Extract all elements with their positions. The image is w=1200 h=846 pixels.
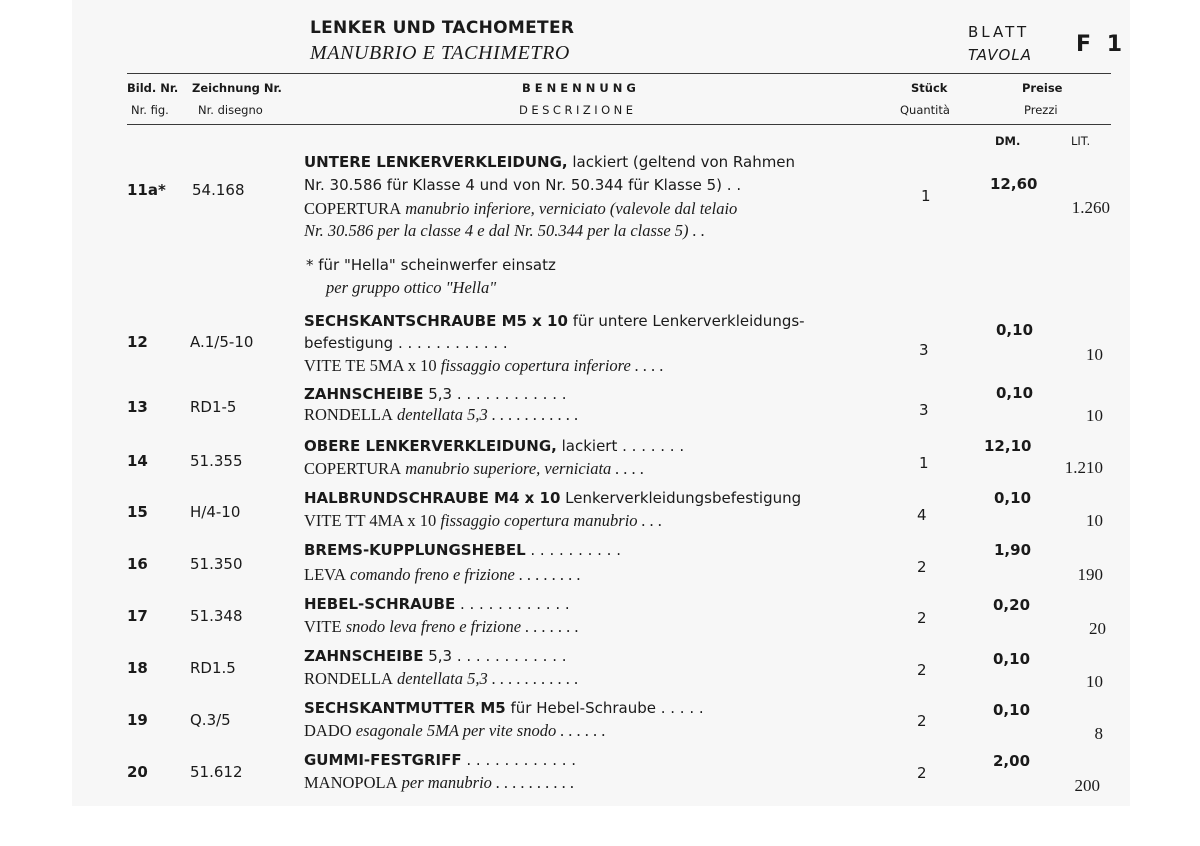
description-it: DADO esagonale 5MA per vite snodo . . . . . . [304, 721, 606, 740]
description-it: MANOPOLA per manubrio . . . . . . . . . . [304, 773, 575, 792]
col-desc-it: DESCRIZIONE [519, 103, 637, 117]
drawing-number: Q.3/5 [190, 711, 231, 729]
quantity: 2 [917, 764, 927, 782]
currency-dm: DM. [995, 134, 1021, 148]
quantity: 1 [921, 187, 931, 205]
drawing-number: 51.612 [190, 763, 243, 781]
description-it-line2: Nr. 30.586 per la classe 4 e dal Nr. 50.344 per la classe 5) . . [304, 221, 706, 240]
col-fig-de: Bild. Nr. [127, 81, 179, 95]
price-lit: 200 [1074, 776, 1100, 795]
description-de: HEBEL-SCHRAUBE . . . . . . . . . . . . [304, 595, 570, 613]
sheet-label-it: TAVOLA [968, 46, 1032, 64]
description-de: UNTERE LENKERVERKLEIDUNG, lackiert (geltend von Rahmen [304, 153, 796, 171]
footnote-de: * für "Hella" scheinwerfer einsatz [306, 256, 556, 274]
page-title-de: LENKER UND TACHOMETER [310, 18, 575, 38]
fig-number: 16 [127, 555, 148, 573]
quantity: 2 [917, 558, 927, 576]
fig-number: 18 [127, 659, 148, 677]
quantity: 2 [917, 609, 927, 627]
fig-number: 17 [127, 607, 148, 625]
description-it: VITE TE 5MA x 10 fissaggio copertura inferiore . . . . [304, 356, 664, 375]
fig-number: 19 [127, 711, 148, 729]
col-desc-de: BENENNUNG [522, 81, 640, 95]
description-de: OBERE LENKERVERKLEIDUNG, lackiert . . . . . . . [304, 437, 685, 455]
description-it: VITE snodo leva freno e frizione . . . . . . . [304, 617, 579, 636]
drawing-number: H/4-10 [190, 503, 241, 521]
description-de: ZAHNSCHEIBE 5,3 . . . . . . . . . . . . [304, 647, 567, 665]
sheet-label-de: BLATT [968, 23, 1030, 41]
price-lit: 1.210 [1064, 458, 1103, 477]
currency-lit: LIT. [1071, 134, 1091, 148]
price-lit: 10 [1086, 672, 1103, 691]
price-lit: 10 [1086, 511, 1103, 530]
price-dm: 2,00 [993, 752, 1031, 770]
fig-number: 12 [127, 333, 148, 351]
drawing-number: 51.350 [190, 555, 243, 573]
col-price-it: Prezzi [1024, 103, 1058, 117]
page-title-it: MANUBRIO E TACHIMETRO [310, 42, 570, 64]
price-lit: 10 [1086, 345, 1103, 364]
quantity: 3 [919, 401, 929, 419]
footnote-it: per gruppo ottico "Hella" [326, 278, 497, 297]
price-dm: 0,10 [994, 489, 1032, 507]
drawing-number: RD1-5 [190, 398, 237, 416]
description-it: COPERTURA manubrio superiore, verniciata . . . . [304, 459, 645, 478]
description-it: RONDELLA dentellata 5,3 . . . . . . . . . . . [304, 405, 579, 424]
price-dm: 0,10 [993, 650, 1031, 668]
price-lit: 20 [1089, 619, 1106, 638]
col-drawing-de: Zeichnung Nr. [192, 81, 282, 95]
quantity: 1 [919, 454, 929, 472]
description-it: RONDELLA dentellata 5,3 . . . . . . . . . . . [304, 669, 579, 688]
quantity: 2 [917, 661, 927, 679]
col-fig-it: Nr. fig. [131, 103, 169, 117]
drawing-number: RD1.5 [190, 659, 236, 677]
description-de: ZAHNSCHEIBE 5,3 . . . . . . . . . . . . [304, 385, 567, 403]
price-dm: 12,60 [990, 175, 1038, 193]
header-rule-bottom [127, 124, 1111, 125]
price-dm: 0,10 [993, 701, 1031, 719]
fig-number: 11a* [127, 181, 166, 199]
price-dm: 0,20 [993, 596, 1031, 614]
price-dm: 0,10 [996, 384, 1034, 402]
fig-number: 20 [127, 763, 148, 781]
price-lit: 190 [1077, 565, 1103, 584]
price-dm: 1,90 [994, 541, 1032, 559]
description-de: BREMS-KUPPLUNGSHEBEL . . . . . . . . . . [304, 541, 621, 559]
price-lit: 8 [1094, 724, 1103, 743]
drawing-number: 51.355 [190, 452, 243, 470]
fig-number: 15 [127, 503, 148, 521]
quantity: 3 [919, 341, 929, 359]
drawing-number: A.1/5-10 [190, 333, 254, 351]
description-de-line2: befestigung . . . . . . . . . . . . [304, 334, 508, 352]
description-de-line2: Nr. 30.586 für Klasse 4 und von Nr. 50.344 für Klasse 5) . . [304, 176, 742, 194]
description-it: VITE TT 4MA x 10 fissaggio copertura manubrio . . . [304, 511, 663, 530]
quantity: 2 [917, 712, 927, 730]
description-de: GUMMI-FESTGRIFF . . . . . . . . . . . . [304, 751, 577, 769]
description-de: SECHSKANTSCHRAUBE M5 x 10 für untere Lenkerverkleidungs- [304, 312, 805, 330]
price-dm: 0,10 [996, 321, 1034, 339]
price-lit: 10 [1086, 406, 1103, 425]
fig-number: 13 [127, 398, 148, 416]
col-qty-it: Quantità [900, 103, 950, 117]
price-dm: 12,10 [984, 437, 1032, 455]
description-de: SECHSKANTMUTTER M5 für Hebel-Schraube . . . . . [304, 699, 704, 717]
fig-number: 14 [127, 452, 148, 470]
price-lit: 1.260 [1071, 198, 1110, 217]
description-de: HALBRUNDSCHRAUBE M4 x 10 Lenkerverkleidungsbefestigung [304, 489, 802, 507]
description-it: LEVA comando freno e frizione . . . . . . . . [304, 565, 581, 584]
col-qty-de: Stück [911, 81, 948, 95]
col-drawing-it: Nr. disegno [198, 103, 263, 117]
description-it: COPERTURA manubrio inferiore, verniciato (valevole dal telaio [304, 199, 738, 218]
col-price-de: Preise [1022, 81, 1063, 95]
sheet-id: F 1 [1076, 32, 1126, 57]
quantity: 4 [917, 506, 927, 524]
drawing-number: 54.168 [192, 181, 245, 199]
header-rule-top [127, 73, 1111, 74]
drawing-number: 51.348 [190, 607, 243, 625]
